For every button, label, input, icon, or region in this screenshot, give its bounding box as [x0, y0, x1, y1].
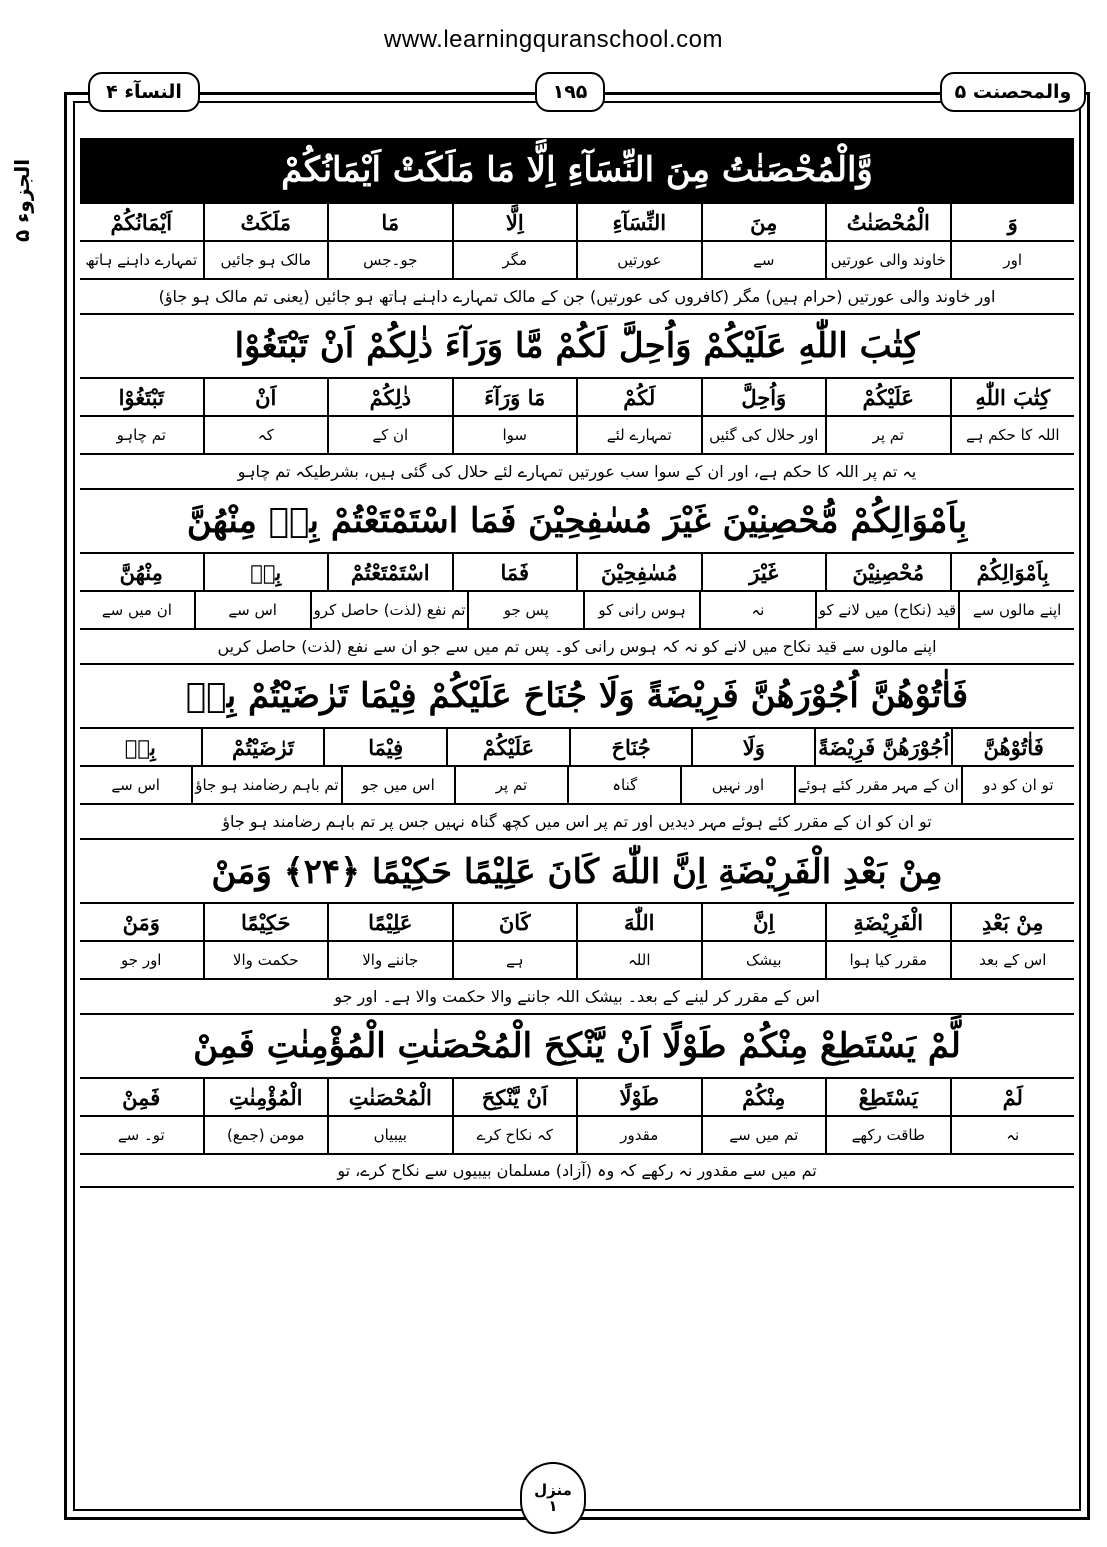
site-url[interactable]: www.learningquranschool.com: [384, 26, 723, 53]
word-row: [80, 202, 1074, 240]
translation-line: تم میں سے مقدور نہ رکھے کہ وہ (آزاد) مسلمان بیبیوں سے نکاح کرے، تو: [80, 1153, 1074, 1188]
word-cell: اسْتَمْتَعْتُمْ: [327, 554, 452, 590]
translation-line: تو ان کو ان کے مقرر کئے ہوئے مہر دیدیں اور تم پر اس میں کچھ گناہ نہیں جس پر تم باہم رضامند ہو جاؤ: [80, 803, 1074, 838]
word-cell: وَ: [950, 204, 1075, 240]
translation-line: اور خاوند والی عورتیں (حرام ہیں) مگر (کافروں کی عورتیں) جن کے مالک تمہارے داہنے ہاتھ ہو جائیں (یعنی تم مالک ہو جاؤ): [80, 278, 1074, 313]
surah-name-label: النسآء ۴: [88, 72, 200, 112]
verse-line: بِاَمْوَالِكُمْ مُّحْصِنِيْنَ غَيْرَ مُسٰفِحِيْنَ فَمَا اسْتَمْتَعْتُمْ بِهٖ مِنْهُنَّ: [80, 488, 1074, 552]
meaning-cell: تمہارے داہنے ہاتھ: [85, 251, 198, 269]
page-content: [80, 138, 1074, 1188]
meaning-cell: بیشک: [701, 942, 826, 978]
meaning-cell: مقرر کیا ہوا: [825, 942, 950, 978]
word-cell: مِنْكُمْ: [701, 1079, 826, 1115]
word-cell: الْمُحْصَنٰتِ: [327, 1079, 452, 1115]
meaning-row: [80, 590, 1074, 628]
meaning-cell: تو ان کو دو: [961, 767, 1074, 803]
meaning-cell: ہوس رانی کو: [583, 592, 699, 628]
word-cell: الْمُؤْمِنٰتِ: [203, 1079, 328, 1115]
word-row: [80, 552, 1074, 590]
meaning-row: [80, 765, 1074, 803]
meaning-cell: اس میں جو: [341, 767, 454, 803]
word-cell: عَلَيْكُمْ: [446, 729, 569, 765]
word-cell: مِنْ بَعْدِ: [950, 904, 1075, 940]
meaning-cell: ان کے: [327, 417, 452, 453]
word-cell: وَمَنْ: [122, 909, 160, 935]
meaning-cell: حکمت والا: [203, 942, 328, 978]
meaning-cell: گناہ: [567, 767, 680, 803]
meaning-cell: ان میں سے: [101, 601, 172, 619]
word-row: [80, 727, 1074, 765]
meaning-cell: پس جو: [467, 592, 583, 628]
word-cell: الْمُحْصَنٰتُ: [825, 204, 950, 240]
meaning-cell: مالک ہو جائیں: [203, 242, 328, 278]
word-cell: مَا وَرَآءَ: [452, 379, 577, 415]
word-cell: اَيْمَانُكُمْ: [110, 209, 173, 235]
word-cell: النِّسَآءِ: [576, 204, 701, 240]
page-number: ۱۹۵: [535, 72, 605, 112]
meaning-cell: اللہ: [576, 942, 701, 978]
word-cell: غَيْرَ: [701, 554, 826, 590]
word-cell: لَمْ: [950, 1079, 1075, 1115]
verse-line: كِتٰبَ اللّٰهِ عَلَيْكُمْ وَاُحِلَّ لَكُمْ مَّا وَرَآءَ ذٰلِكُمْ اَنْ تَبْتَغُوْا: [80, 313, 1074, 377]
word-cell: كِتٰبَ اللّٰهِ: [950, 379, 1075, 415]
meaning-row: [80, 240, 1074, 278]
word-cell: تَبْتَغُوْا: [118, 384, 164, 410]
meaning-cell: خاوند والی عورتیں: [825, 242, 950, 278]
meaning-cell: مقدور: [576, 1117, 701, 1153]
verse-line: لَّمْ يَسْتَطِعْ مِنْكُمْ طَوْلًا اَنْ يَّنْكِحَ الْمُحْصَنٰتِ الْمُؤْمِنٰتِ فَمِنْ: [80, 1013, 1074, 1077]
meaning-cell: کہ: [203, 417, 328, 453]
meaning-cell: سوا: [452, 417, 577, 453]
meaning-cell: تم نفع (لذت) حاصل کرو: [310, 592, 468, 628]
word-cell: ذٰلِكُمْ: [327, 379, 452, 415]
meaning-cell: مگر: [452, 242, 577, 278]
verse-line: مِنْ بَعْدِ الْفَرِيْضَةِ اِنَّ اللّٰهَ كَانَ عَلِيْمًا حَكِيْمًا ﴿۲۴﴾ وَمَنْ: [80, 838, 1074, 902]
meaning-cell: اپنے مالوں سے: [958, 592, 1074, 628]
meaning-cell: اور جو: [121, 951, 162, 969]
meaning-cell: ہے: [452, 942, 577, 978]
meaning-cell: اور نہیں: [680, 767, 793, 803]
word-cell: يَسْتَطِعْ: [825, 1079, 950, 1115]
word-cell: وَلَا: [691, 729, 814, 765]
manzil-marker: [520, 1462, 586, 1534]
meaning-cell: نہ: [950, 1117, 1075, 1153]
word-cell: كَانَ: [452, 904, 577, 940]
meaning-cell: تم پر: [825, 417, 950, 453]
meaning-cell: اور حلال کی گئیں: [701, 417, 826, 453]
translation-line: اپنے مالوں سے قید نکاح میں لانے کو نہ کہ ہوس رانی کو۔ پس تم میں سے جو ان سے نفع (لذت) حاصل کریں: [80, 628, 1074, 663]
meaning-cell: اللہ کا حکم ہے: [950, 417, 1075, 453]
word-cell: الْفَرِيْضَةِ: [825, 904, 950, 940]
meaning-cell: تم باہم رضامند ہو جاؤ: [191, 767, 340, 803]
word-cell: اَنْ: [203, 379, 328, 415]
word-cell: اللّٰهَ: [576, 904, 701, 940]
meaning-row: [80, 415, 1074, 453]
word-row: [80, 1077, 1074, 1115]
word-cell: بِهٖ: [124, 734, 156, 760]
word-cell: اُجُوْرَهُنَّ فَرِيْضَةً: [814, 729, 951, 765]
word-cell: مَلَكَتْ: [203, 204, 328, 240]
meaning-cell: تو۔ سے: [117, 1126, 165, 1144]
word-cell: تَرٰضَيْتُمْ: [201, 729, 324, 765]
meaning-cell: اس سے: [194, 592, 310, 628]
word-cell: فِيْمَا: [323, 729, 446, 765]
meaning-row: [80, 940, 1074, 978]
meaning-cell: جو۔جس: [327, 242, 452, 278]
meaning-cell: اس سے: [111, 776, 160, 794]
word-row: [80, 902, 1074, 940]
side-juz-label: الجزوء ۵: [10, 158, 34, 242]
verse-line: وَّالْمُحْصَنٰتُ مِنَ النِّسَآءِ اِلَّا مَا مَلَكَتْ اَيْمَانُكُمْ: [80, 138, 1074, 202]
meaning-cell: تمہارے لئے: [576, 417, 701, 453]
meaning-cell: تم میں سے: [701, 1117, 826, 1153]
word-cell: مِنَ: [701, 204, 826, 240]
word-cell: لَكُمْ: [576, 379, 701, 415]
word-cell: جُنَاحَ: [569, 729, 692, 765]
meaning-cell: اس کے بعد: [950, 942, 1075, 978]
word-cell: وَاُحِلَّ: [701, 379, 826, 415]
meaning-cell: تم پر: [454, 767, 567, 803]
translation-line: یہ تم پر اللہ کا حکم ہے، اور ان کے سوا سب عورتیں تمہارے لئے حلال کی گئی ہیں، بشرطیکہ تم چاہو: [80, 453, 1074, 488]
word-cell: مَا: [327, 204, 452, 240]
word-cell: مُحْصِنِيْنَ: [825, 554, 950, 590]
word-cell: بِهٖ: [203, 554, 328, 590]
word-cell: فَمَا: [452, 554, 577, 590]
meaning-cell: جاننے والا: [327, 942, 452, 978]
word-row: [80, 377, 1074, 415]
word-cell: عَلَيْكُمْ: [825, 379, 950, 415]
word-cell: حَكِيْمًا: [203, 904, 328, 940]
word-cell: اِلَّا: [452, 204, 577, 240]
manzil-number: ۱: [548, 1497, 558, 1515]
meaning-cell: مومن (جمع): [203, 1117, 328, 1153]
meaning-cell: تم چاہو: [116, 426, 166, 444]
word-cell: فَاٰتُوْهُنَّ: [951, 729, 1074, 765]
meaning-cell: نہ: [699, 592, 815, 628]
manzil-label: منزل: [534, 1480, 572, 1499]
translation-line: اس کے مقرر کر لینے کے بعد۔ بیشک اللہ جاننے والا حکمت والا ہے۔ اور جو: [80, 978, 1074, 1013]
word-cell: عَلِيْمًا: [327, 904, 452, 940]
word-cell: طَوْلًا: [576, 1079, 701, 1115]
word-cell: فَمِنْ: [122, 1084, 161, 1110]
meaning-cell: کہ نکاح کرے: [452, 1117, 577, 1153]
word-cell: مُسٰفِحِيْنَ: [576, 554, 701, 590]
meaning-cell: ان کے مہر مقرر کئے ہوئے: [794, 767, 961, 803]
meaning-row: [80, 1115, 1074, 1153]
meaning-cell: اور: [950, 242, 1075, 278]
word-cell: مِنْهُنَّ: [119, 559, 163, 585]
meaning-cell: عورتیں: [576, 242, 701, 278]
juz-name-label: والمحصنت ۵: [940, 72, 1086, 112]
meaning-cell: سے: [701, 242, 826, 278]
word-cell: اَنْ يَّنْكِحَ: [452, 1079, 577, 1115]
meaning-cell: طاقت رکھے: [825, 1117, 950, 1153]
word-cell: اِنَّ: [701, 904, 826, 940]
meaning-cell: بیبیاں: [327, 1117, 452, 1153]
meaning-cell: قید (نکاح) میں لانے کو: [815, 592, 958, 628]
verse-line: فَاٰتُوْهُنَّ اُجُوْرَهُنَّ فَرِيْضَةً وَلَا جُنَاحَ عَلَيْكُمْ فِيْمَا تَرٰضَيْتُمْ بِهٖ: [80, 663, 1074, 727]
word-cell: بِاَمْوَالِكُمْ: [950, 554, 1075, 590]
